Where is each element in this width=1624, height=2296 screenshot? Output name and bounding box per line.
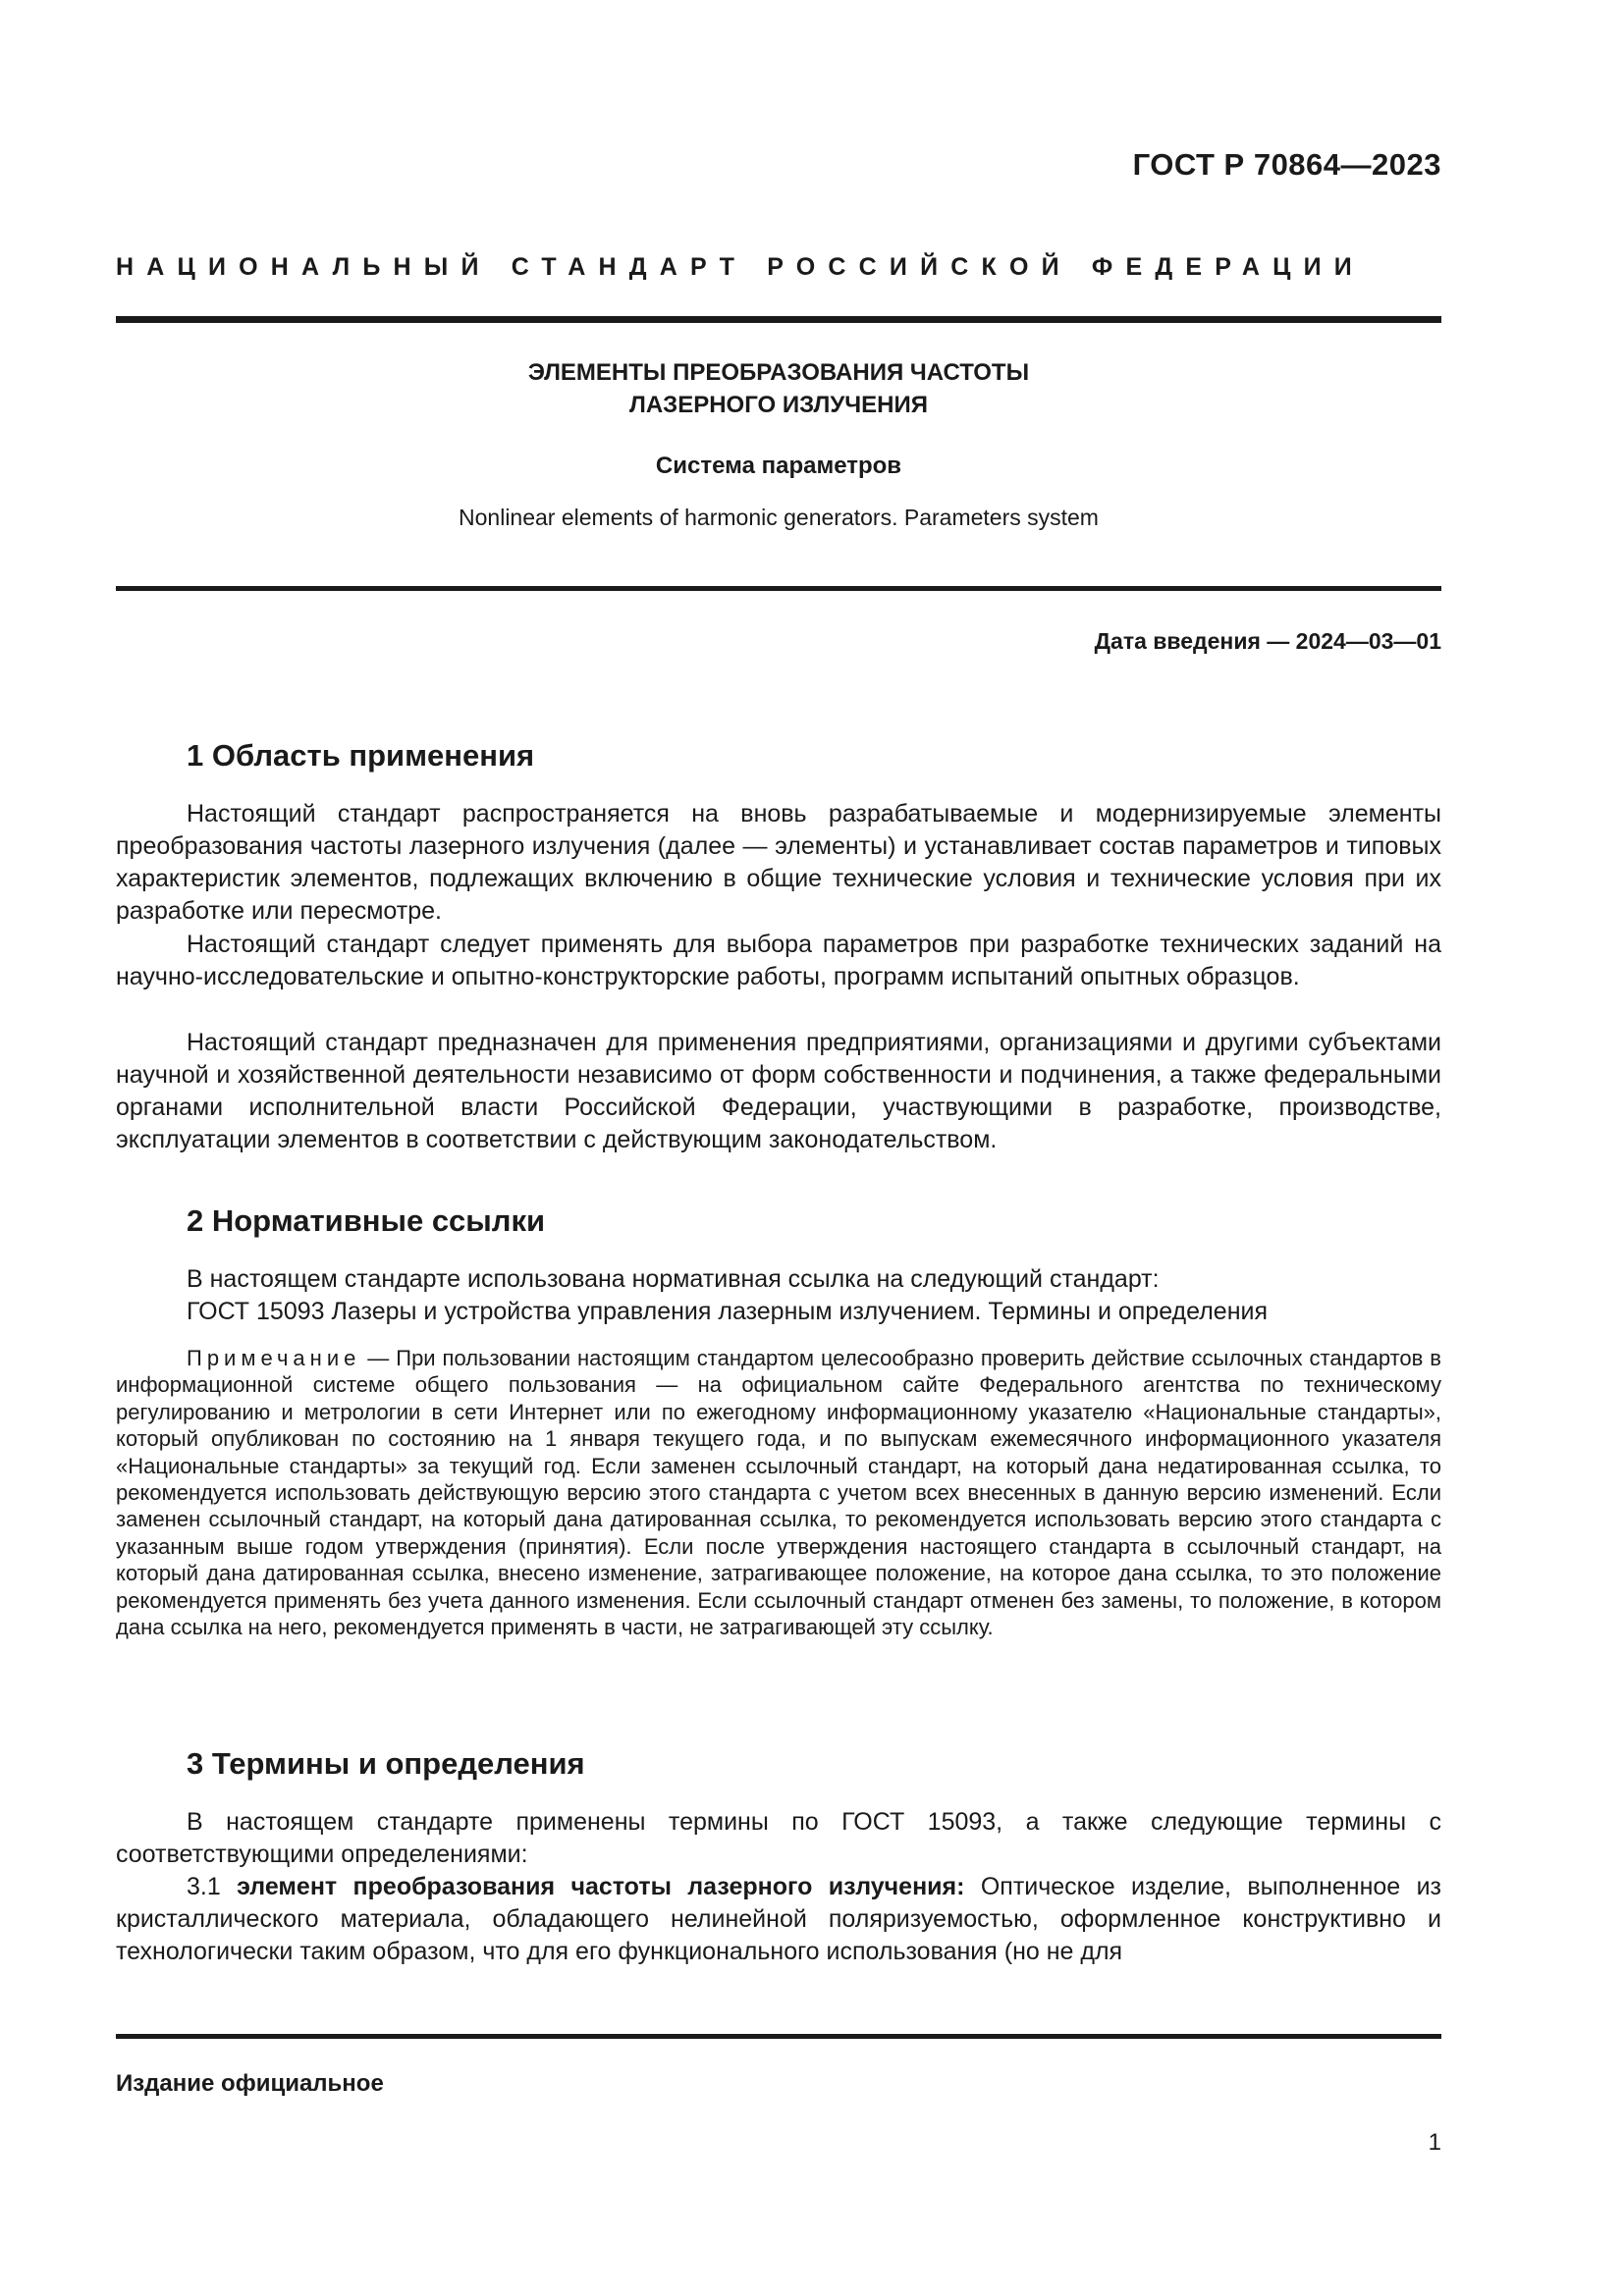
term-definition-3-1: [116, 1871, 1441, 1968]
footer-divider: [116, 2034, 1441, 2039]
reference-note: [116, 1345, 1441, 1640]
title-line-2: ЛАЗЕРНОГО ИЗЛУЧЕНИЯ: [628, 392, 928, 418]
term-number: 3.1: [187, 1873, 238, 1900]
title-divider: [116, 586, 1441, 591]
section-heading-2: 2 Нормативные ссылки: [187, 1203, 546, 1238]
section-1-paragraph-2: Настоящий стандарт следует применять для выбора параметров при разработке технических заданий на научно-исследовательские и опытно-конструкторские работы, программ испытаний опытных образцов.: [116, 931, 1441, 990]
document-page: [116, 0, 1441, 2296]
section-heading-3: 3 Термины и определения: [187, 1746, 585, 1781]
introduction-date: Дата введения — 2024—03—01: [1094, 628, 1441, 654]
page-number: 1: [1428, 2129, 1441, 2156]
note-text: — При пользовании настоящим стандартом целесообразно проверить действие ссылочных стандартов в информационной системе общего пользования — на официальном сайте Федерального агентства по техническому регулированию и метрологии в сети Интернет или по ежегодному информационному указателю «Национальные стандарты», который опубликован по состоянию на 1 января текущего года, и по выпускам ежемесячного информационного указателя «Национальные стандарты» за текущий год. Если заменен ссылочный стандарт, на который дана недатированная ссылка, то рекомендуется использовать действующую версию этого стандарта с учетом всех внесенных в данную версию изменений. Если заменен ссылочный стандарт, на который дана датированная ссылка, то рекомендуется использовать версию этого стандарта с указанным выше годом утверждения (принятия). Если после утверждения настоящего стандарта в ссылочный стандарт, на который дана датированная ссылка, внесено изменение, затрагивающее положение, на которое дана ссылка, то это положение рекомендуется применять без учета данного изменения. Если ссылочный стандарт отменен без замены, то положение, в котором дана ссылка на него, рекомендуется применять в части, не затрагивающей эту ссылку.: [116, 1346, 1441, 1640]
header-divider: [116, 316, 1441, 323]
title-line-1: ЭЛЕМЕНТЫ ПРЕОБРАЗОВАНИЯ ЧАСТОТЫ: [527, 359, 1030, 386]
section-heading-1: 1 Область применения: [187, 738, 535, 773]
national-standard-header: НАЦИОНАЛЬНЫЙ СТАНДАРТ РОССИЙСКОЙ ФЕДЕРАЦИИ: [116, 253, 1365, 281]
document-number: ГОСТ Р 70864—2023: [1132, 147, 1441, 182]
section-1-paragraph-3: Настоящий стандарт предназначен для применения предприятиями, организациями и другими субъектами научной и хозяйственной деятельности независимо от форм собственности и подчинения, а также федеральными органами исполнительной власти Российской Федерации, участвующими в разработке, производстве, эксплуатации элементов в соответствии с действующим законодательством.: [116, 1029, 1441, 1153]
note-label: Примечание: [187, 1346, 361, 1370]
section-3-paragraph-1: В настоящем стандарте применены термины по ГОСТ 15093, а также следующие термины с соответствующими определениями:: [116, 1808, 1441, 1868]
section-2-paragraph-1: В настоящем стандарте использована нормативная ссылка на следующий стандарт:: [187, 1265, 1160, 1293]
english-title: Nonlinear elements of harmonic generators. Parameters system: [459, 505, 1099, 530]
subtitle: Система параметров: [655, 453, 902, 479]
term-name: элемент преобразования частоты лазерного излучения:: [237, 1873, 965, 1900]
term-definition: Оптическое изделие, выполненное из кристаллического материала, обладающего нелинейной поляризуемостью, оформленное конструктивно и технологически таким образом, что для его функционального использования (но не для: [116, 1873, 1441, 1965]
gost-reference: ГОСТ 15093 Лазеры и устройства управления лазерным излучением. Термины и определения: [187, 1298, 1269, 1325]
edition-label: Издание официальное: [116, 2070, 384, 2097]
title-block: [116, 356, 1441, 531]
section-1-paragraph-1: Настоящий стандарт распространяется на вновь разрабатываемые и модернизируемые элементы преобразования частоты лазерного излучения (далее — элементы) и устанавливает состав параметров и типовых характеристик элементов, подлежащих включению в общие технические условия и технические условия при их разработке или пересмотре.: [116, 800, 1441, 925]
